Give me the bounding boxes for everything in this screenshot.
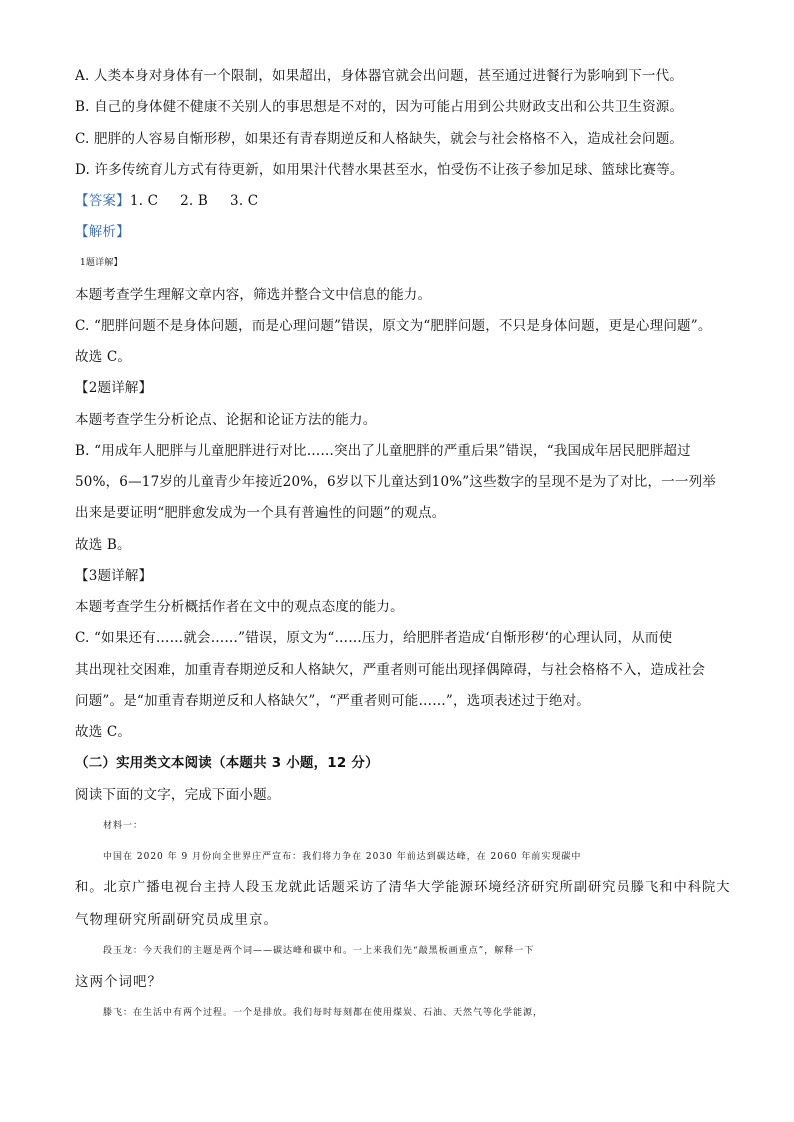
material-p1-line2: 和。北京广播电视台主持人段玉龙就此话题采访了清华大学能源环境经济研究所副研究员滕飞和中科院大 — [75, 880, 731, 895]
q2-conclusion: 故选 B。 — [75, 537, 131, 553]
q3-heading: 【3题详解】 — [75, 568, 153, 584]
q1-heading: 1题详解】 — [80, 258, 123, 268]
q1-ability: 本题考查学生理解文章内容，筛选并整合文中信息的能力。 — [75, 287, 432, 303]
q3-detail-3: 问题”。是“加重青春期逆反和人格缺欠”，“严重者则可能……”，选项表述过于绝对。 — [75, 693, 591, 709]
q1-conclusion: 故选 C。 — [75, 349, 132, 365]
q2-ability: 本题考查学生分析论点、论据和论证方法的能力。 — [75, 412, 377, 428]
q1-detail: C. “肥胖问题不是身体问题，而是心理问题”错误，原文为“肥胖问题，不只是身体问题，更是心理问题”。 — [75, 318, 712, 334]
q2-heading: 【2题详解】 — [75, 380, 153, 396]
q3-detail-1: C. “如果还有……就会……”错误，原文为“……压力，给肥胖者造成‘自惭形秽‘的心理认同，从而使 — [75, 630, 673, 646]
analysis-label: 【解析】 — [75, 224, 130, 240]
answer-3: 3. C — [230, 193, 259, 209]
q2-detail-2: 50%，6—17岁的儿童青少年接近20%，6岁以下儿童达到10%”这些数字的呈现不是为了对比，一一列举 — [75, 474, 716, 490]
material-p3-line1: 滕飞：在生活中有两个过程。一个是排放。我们每时每刻都在使用煤炭、石油、天然气等化学能源， — [103, 1008, 544, 1018]
q2-detail-1: B. “用成年人肥胖与儿童肥胖进行对比……突出了儿童肥胖的严重后果”错误，“我国成年居民肥胖超过 — [75, 443, 691, 459]
answer-2: 2. B — [180, 193, 209, 209]
q3-detail-2: 其出现社交困难，加重青春期逆反和人格缺欠，严重者则可能出现择偶障碍，与社会格格不入，造成社会 — [75, 662, 706, 678]
q3-conclusion: 故选 C。 — [75, 724, 132, 740]
answer-label: 【答案】 — [75, 193, 130, 209]
material-p2-line1: 段玉龙：今天我们的主题是两个词——碳达峰和碳中和。一上来我们先“敲黑板画重点”，解释一下 — [103, 946, 535, 956]
answer-1: 1. C — [129, 193, 159, 209]
option-b: B. 自己的身体健不健康不关别人的事思想是不对的，因为可能占用到公共财政支出和公共卫生资源。 — [75, 99, 684, 115]
section-title: （二）实用类文本阅读（本题共 3 小题，12 分） — [75, 755, 379, 771]
section-instruction: 阅读下面的文字，完成下面小题。 — [75, 787, 281, 803]
option-d: D. 许多传统育儿方式有待更新，如用果汁代替水果甚至水，怕受伤不让孩子参加足球、篮球比赛等。 — [75, 162, 684, 178]
answer-line — [75, 191, 735, 211]
material-p2-line2: 这两个词吧？ — [75, 974, 162, 990]
material-p1-line1: 中国在 2020 年 9 月份向全世界庄严宣布：我们将力争在 2030 年前达到碳达峰，在 2060 年前实现碳中 — [103, 852, 582, 862]
option-a: A. 人类本身对身体有一个限制，如果超出，身体器官就会出问题，甚至通过进餐行为影响到下一代。 — [75, 68, 684, 84]
q2-detail-3: 出来是要证明“肥胖愈发成为一个具有普遍性的问题”的观点。 — [75, 505, 446, 521]
material-label: 材料一： — [103, 821, 144, 831]
q3-ability: 本题考查学生分析概括作者在文中的观点态度的能力。 — [75, 599, 404, 615]
option-c: C. 肥胖的人容易自惭形秽，如果还有青春期逆反和人格缺失，就会与社会格格不入，造成社会问题。 — [75, 131, 684, 147]
material-p1-line3: 气物理研究所副研究员成里京。 — [75, 912, 278, 928]
